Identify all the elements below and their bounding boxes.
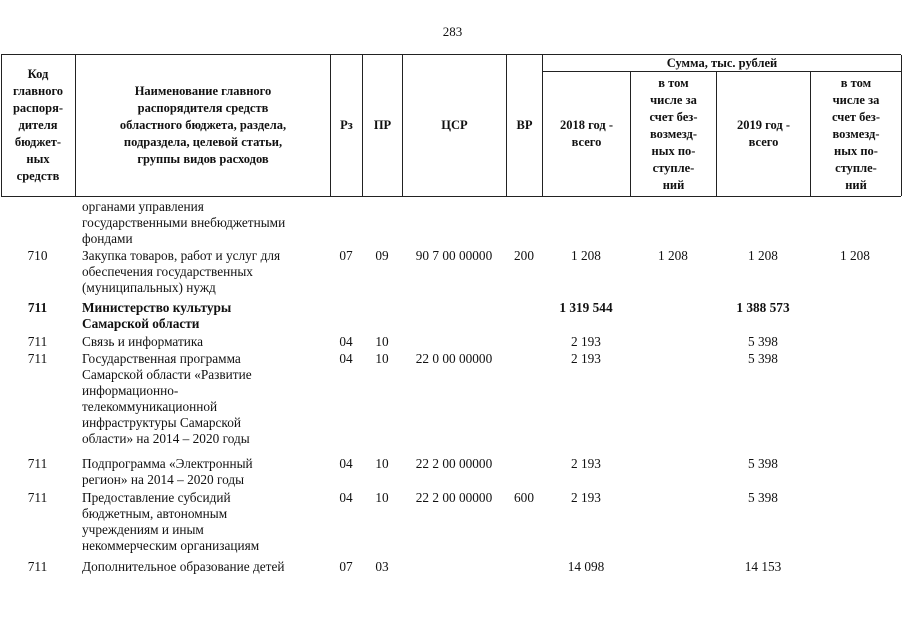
header-bottom-border [1, 196, 901, 197]
cell-pr: 09 [375, 248, 389, 263]
cell-2019-total: 5 398 [748, 334, 778, 349]
header-pr: ПР [373, 118, 392, 132]
cell-2018-total: 2 193 [571, 351, 601, 366]
cell-rz: 04 [339, 490, 353, 505]
cell-2019-total: 5 398 [748, 351, 778, 366]
cell-2018-free: 1 208 [658, 248, 688, 263]
header-csr: ЦСР [441, 118, 468, 132]
col-border [901, 55, 902, 196]
header-2019-free: в том числе за счет без- возмезд- ных по- ступле- ний [832, 75, 880, 192]
cell-2019-total: 1 388 573 [736, 300, 790, 315]
cell-pr: 10 [375, 334, 389, 349]
cell-2018-total: 2 193 [571, 490, 601, 505]
cell-name: Министерство культуры Самарской области [82, 300, 232, 331]
cell-2018-total: 1 208 [571, 248, 601, 263]
cell-code: 710 [27, 248, 48, 263]
cell-code: 711 [27, 351, 48, 366]
cell-2019-total: 1 208 [748, 248, 778, 263]
cell-name: Закупка товаров, работ и услуг для обеспечения государственных (муниципальных) нужд [82, 248, 281, 295]
cell-code: 711 [27, 334, 48, 349]
cell-code: 711 [27, 456, 48, 471]
cell-pr: 03 [375, 559, 389, 574]
cell-name: Государственная программа Самарской области «Развитие информационно- телекоммуникационной инфраструктуры Самарской области» на 2014 – 2020 годы [82, 351, 252, 446]
header-code: Код главного распоря- дителя бюджет- ных средств [12, 67, 64, 183]
cell-pr: 10 [375, 456, 389, 471]
page-number: 283 [442, 24, 463, 39]
header-name: Наименование главного распорядителя средств областного бюджета, раздела, подраздела, целевой статьи, группы видов расходов [119, 84, 287, 166]
header-sum: Сумма, тыс. рублей [666, 55, 778, 70]
header-2018-total: 2018 год - всего [560, 118, 613, 149]
cell-rz: 04 [339, 334, 353, 349]
cell-rz: 04 [339, 351, 353, 366]
cell-name: Дополнительное образование детей [82, 559, 285, 574]
cell-pr: 10 [375, 351, 389, 366]
cell-csr: 90 7 00 00000 [415, 248, 493, 263]
cell-code: 711 [27, 300, 48, 315]
cell-2019-total: 14 153 [744, 559, 782, 574]
cell-code: 711 [27, 490, 48, 505]
cell-name: Связь и информатика [82, 334, 204, 349]
header-2019-total: 2019 год - всего [737, 118, 790, 149]
cell-2019-free: 1 208 [840, 248, 870, 263]
cell-code: 711 [27, 559, 48, 574]
cell-2019-total: 5 398 [748, 456, 778, 471]
cell-2018-total: 14 098 [567, 559, 605, 574]
cell-2018-total: 1 319 544 [559, 300, 613, 315]
cell-rz: 07 [339, 248, 353, 263]
cell-csr: 22 0 00 00000 [415, 351, 493, 366]
cell-2018-total: 2 193 [571, 334, 601, 349]
cell-2019-total: 5 398 [748, 490, 778, 505]
cell-2018-total: 2 193 [571, 456, 601, 471]
cell-pr: 10 [375, 490, 389, 505]
header-2018-free: в том числе за счет без- возмезд- ных по- ступле- ний [649, 75, 698, 192]
cell-name: Подпрограмма «Электронный регион» на 2014 – 2020 годы [82, 456, 253, 487]
cell-vr: 600 [514, 490, 534, 505]
cell-rz: 07 [339, 559, 353, 574]
cell-name: органами управления государственными внебюджетными фондами [82, 199, 286, 246]
cell-csr: 22 2 00 00000 [415, 490, 493, 505]
cell-rz: 04 [339, 456, 353, 471]
cell-vr: 200 [514, 248, 534, 263]
header-rz: Рз [340, 118, 353, 132]
header-vr: ВР [516, 118, 533, 132]
cell-name: Предоставление субсидий бюджетным, автономным учреждениям и иным некоммерческим организациям [82, 490, 260, 553]
cell-csr: 22 2 00 00000 [415, 456, 493, 471]
